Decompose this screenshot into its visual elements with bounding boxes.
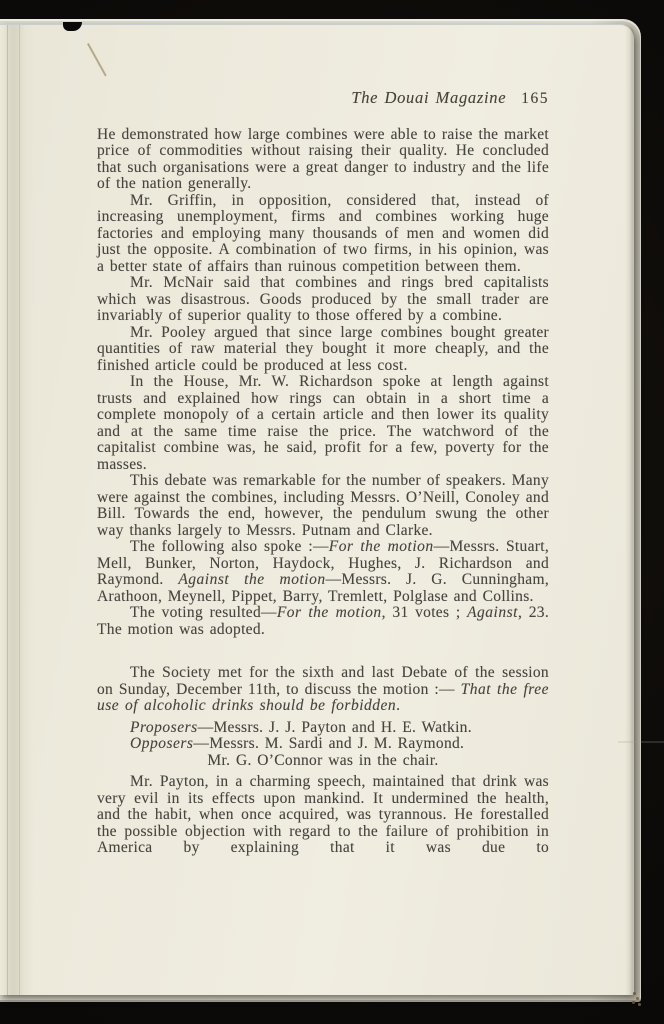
text-run: —Messrs. Stuart, Mell, Bunker, Norton, Haydock, Hughes, J. Richardson and Raymond. [97, 538, 549, 588]
italic-run: For the motion [328, 538, 434, 555]
page-edge-right [625, 25, 634, 995]
background-scratch [618, 741, 664, 743]
corner-speckles [633, 992, 636, 995]
italic-run: That the free use of alcoholic drinks should be forbidden [97, 680, 549, 714]
text-run: Mr. Payton, in a charming speech, maintained that drink was very evil in its effects upon mankind. It undermined the health, and the habit, when once acquired, was tyrannous. He forestalled the possible objection with regard to the failure of prohibition in America by explaining that it was due to [97, 773, 549, 856]
spine-shadow [0, 25, 34, 995]
paragraph [97, 753, 549, 770]
spine-crease [19, 25, 20, 995]
text-run: The Society met for the sixth and last Debate of the session on Sunday, December 11th, to discuss the motion :— [97, 664, 549, 698]
text-run: In the House, Mr. W. Richardson spoke at length against trusts and explained how rings can obtain in a short time a complete monopoly of a certain article and then lower its quality and at the same time raise the price. The watchword of the capitalist combine was, he said, profit for a few, poverty for the masses. [97, 373, 549, 473]
paragraph [97, 665, 549, 715]
text-run: —Messrs. M. Sardi and J. M. Raymond. [193, 735, 465, 752]
text-section [97, 127, 549, 639]
paragraph [97, 539, 549, 605]
text-run: Mr. Griffin, in opposition, considered that, instead of increasing unemployment, firms and combines working huge factories and employing many thousands of men and women did just the opposite. A combination of two firms, in his opinion, was a better state of affairs than ruinous competition between them. [97, 191, 549, 275]
italic-run: Opposers [130, 735, 194, 752]
paragraph [97, 736, 549, 753]
paragraph [97, 325, 549, 375]
paragraph [97, 720, 549, 737]
text-run: He demonstrated how large combines were able to raise the market price of commodities without raising their quality. He concluded that such organisations were a great danger to industry and the life of the nation generally. [97, 125, 549, 192]
text-run: Mr. Pooley argued that since large combines bought greater quantities of raw material they bought it more cheaply, and the finished article could be produced at less cost. [97, 323, 549, 374]
text-run: Mr. McNair said that combines and rings bred capitalists which was disastrous. Goods produced by the small trader are invariably of superior quality to those offered by a combine. [97, 274, 549, 324]
page-text [97, 90, 549, 857]
text-run: Mr. G. O’Connor was in the chair. [207, 751, 439, 769]
text-run: —Messrs. J. G. Cunningham, Arathoon, Meynell, Pippet, Barry, Tremlett, Polglase and Collins. [97, 571, 549, 605]
italic-run: Against the motion [178, 571, 326, 588]
text-run: . [396, 697, 401, 714]
text-run: The following also spoke :— [130, 538, 329, 555]
paragraph [97, 374, 549, 473]
italic-run: For the motion [276, 604, 382, 621]
paragraph [97, 473, 549, 539]
paragraph [97, 774, 549, 857]
italic-run: Against [467, 604, 518, 621]
spine-crease [7, 25, 8, 995]
text-run: The voting resulted— [130, 604, 277, 621]
paragraph [97, 605, 549, 638]
page-body [97, 127, 549, 857]
text-run: , 31 votes ; [381, 604, 468, 621]
running-header [97, 90, 549, 108]
page-number: 165 [521, 90, 549, 107]
text-section [97, 665, 549, 857]
text-run: This debate was remarkable for the number of speakers. Many were against the combines, including Messrs. O’Neill, Conoley and Bill. Towards the end, however, the pendulum swung the other way thanks largely to Messrs. Putnam and Clarke. [97, 472, 549, 539]
text-run: —Messrs. J. J. Payton and H. E. Watkin. [197, 718, 472, 736]
italic-run: Proposers [130, 718, 198, 736]
text-run: , 23. The motion was adopted. [97, 604, 549, 638]
paragraph [97, 193, 549, 276]
paragraph [97, 127, 549, 193]
magazine-title: The Douai Magazine [351, 88, 507, 107]
paragraph [97, 275, 549, 325]
